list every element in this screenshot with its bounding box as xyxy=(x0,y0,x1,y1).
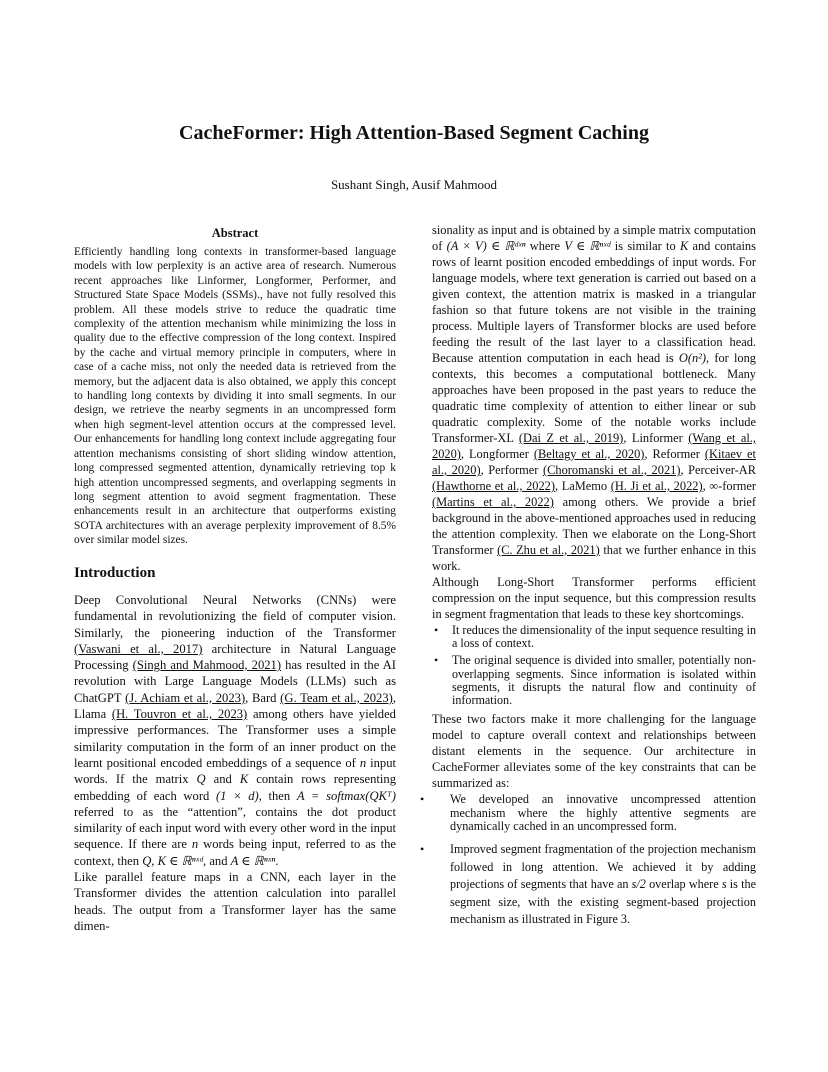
math-inline: K xyxy=(679,239,689,253)
math-inline: s/2 xyxy=(631,877,646,892)
list-item-text: overlap where xyxy=(645,877,722,892)
body-text: , LaMemo xyxy=(555,479,611,493)
abstract-body: Efficiently handling long contexts in transformer-based language models with low perplexity is an active area of research. Numerous recent approaches like Linformer, Longformer, Performer, and Structured State Space Models (SSMs)., have not fully resolved this problem. All these models strive to reduce the quadratic time complexity of the attention mechanism while minimizing the loss in quality due to the effective compression of the long context. Inspired by the cache and virtual memory principle in computers, where in case of a cache miss, not only the needed data is retrieved from the memory, but the adjacent data is also obtained, we apply this concept to handling long contexts by dividing it into small segments. In our design, we retrieve the nearby segments in an uncompressed form when high segment-level attention occurs at the compressed level. Our enhancements for handling long context include aggregating four attention mechanisms consisting of short sliding window attention, long compressed segmented attention, dynamically retrieving top k high attention uncompressed segments, and overlapping segments in long segment attention to avoid segment fragmentation. These enhancements result in an architecture that outperforms existing SOTA architectures with an average perplexity improvement of 8.5% over similar model sizes. xyxy=(74,246,396,547)
citation-link[interactable]: (Singh and Mahmood, 2021) xyxy=(132,658,282,673)
intro-text: . xyxy=(275,853,279,868)
body-text: among others. We provide a brief background in the above-mentioned approaches used in reducing the attention complexity. Then we elaborate on the Long-Short Transformer xyxy=(432,495,757,557)
body-text: , Reformer xyxy=(644,447,705,461)
body-text: where xyxy=(525,239,565,253)
list-item xyxy=(432,624,756,650)
body-text: that we further enhance in this work. xyxy=(432,543,757,573)
right-paragraph-1 xyxy=(432,222,756,574)
list-item-text: is the segment size, with the existing segment-based projection mechanism as illustrated in Figure 3. xyxy=(450,877,756,927)
math-inline: (1 × d) xyxy=(215,788,259,803)
math-inline: Q, K ∈ ℝⁿˣᵈ xyxy=(142,853,204,868)
math-inline: A ∈ ℝⁿˣⁿ xyxy=(230,853,276,868)
intro-text: architecture in Natural Language Processing xyxy=(74,641,396,673)
math-inline: K xyxy=(239,772,249,787)
citation-link[interactable]: (Martins et al., 2022) xyxy=(432,495,554,509)
intro-text: Deep Convolutional Neural Networks (CNNs) were fundamental in revolutionizing the field of computer vision. Similarly, the pioneering induction of the Transformer xyxy=(74,593,396,640)
list-item xyxy=(432,654,756,707)
math-inline: V ∈ ℝⁿˣᵈ xyxy=(564,239,611,253)
body-text: , Performer xyxy=(480,463,543,477)
citation-link[interactable]: (J. Achiam et al., 2023) xyxy=(125,690,246,705)
list-item-text: We developed an innovative uncompressed attention mechanism where the highly attentive segments are dynamically cached in an uncompressed form. xyxy=(450,792,756,834)
list-item-text: Improved segment fragmentation of the projection mechanism followed in long attention. We achieved it by adding projections of segments that have an xyxy=(450,842,756,892)
contributions-list xyxy=(420,793,756,928)
citation-link[interactable]: (Kitaev et al., 2020) xyxy=(432,447,756,477)
intro-text: , then xyxy=(258,788,297,803)
bullet-icon: • xyxy=(434,653,439,668)
intro-text: and xyxy=(205,772,240,787)
citation-link[interactable]: (Vaswani et al., 2017) xyxy=(74,641,203,656)
paper-authors: Sushant Singh, Ausif Mahmood xyxy=(330,177,498,192)
intro-text: , and xyxy=(203,853,231,868)
body-text: sionality as input and is obtained by a simple matrix computation of xyxy=(432,223,756,253)
intro-text: , Llama xyxy=(74,690,396,722)
citation-link[interactable]: (Wang et al., 2020) xyxy=(432,431,756,461)
body-text: is similar to xyxy=(610,239,680,253)
citation-link[interactable]: (Choromanski et al., 2021) xyxy=(542,463,681,477)
shortcomings-list xyxy=(432,624,756,707)
introduction-paragraph-2: Like parallel feature maps in a CNN, each layer in the Transformer divides the attention calculation into parallel heads. The output from a Transformer layer has the same dimen- xyxy=(74,870,396,933)
citation-link[interactable]: (C. Zhu et al., 2021) xyxy=(497,543,600,557)
bullet-icon: • xyxy=(420,792,425,807)
citation-link[interactable]: (Hawthorne et al., 2022) xyxy=(432,479,555,493)
intro-text: words being input, referred to as the context, then xyxy=(74,837,396,868)
right-paragraph-3: These two factors make it more challenging for the language model to capture overall context and relationships between distant elements in the sequence. Our architecture in CacheFormer alleviates some of the key constraints that can be summarized as: xyxy=(432,712,756,791)
body-text: , Longformer xyxy=(460,447,534,461)
math-inline: n xyxy=(359,755,367,770)
paper-title: CacheFormer: High Attention-Based Segment Caching xyxy=(179,122,649,144)
bullet-icon: • xyxy=(420,842,425,857)
body-text: , Perceiver-AR xyxy=(680,463,756,477)
right-paragraph-2: Although Long-Short Transformer performs efficient compression on the input sequence, but this compression results in segment fragmentation that leads to these key shortcomings. xyxy=(432,575,756,621)
body-text: , ∞-former xyxy=(702,479,756,493)
citation-link[interactable]: (Beltagy et al., 2020) xyxy=(533,447,645,461)
intro-text: , Bard xyxy=(245,690,281,705)
math-inline: A = softmax(QKᵀ) xyxy=(296,788,396,803)
abstract-heading: Abstract xyxy=(211,226,259,240)
math-inline: Q xyxy=(196,772,206,787)
body-text: and contains rows of learnt position encoded embeddings of input words. For language models, where text generation is carried out based on a given context, the attention matrix is masked in a triangular fashion so that future tokens are not visible in the training process. Multiple layers of Transformer blocks are used before feeding the result of the last layer to a classification head. Because attention computation in each head is xyxy=(432,239,756,365)
intro-text: input words. If the matrix xyxy=(74,755,396,787)
body-text: , for long contexts, this becomes a computational bottleneck. Many approaches have been proposed in the past years to reduce the quadratic time complexity of attention to either linear or sub quadratic complexity. Some of the notable works include Transformer-XL xyxy=(432,351,756,445)
intro-text: has resulted in the AI revolution with Large Language Models (LLMs) such as ChatGPT xyxy=(74,658,396,705)
citation-link[interactable]: (G. Team et al., 2023) xyxy=(280,690,393,705)
introduction-paragraph-1 xyxy=(74,592,396,869)
body-text: , Linformer xyxy=(623,431,689,445)
intro-text: contain rows representing embedding of each word xyxy=(74,772,396,803)
intro-text: among others have yielded impressive performances. The Transformer uses a simple similarity computation in the form of an inner product on the learnt positional encoded embeddings of a sequence of xyxy=(74,707,396,770)
intro-text: referred to as the “attention”, contains the dot product similarity of each input word with every other word in the input sequence. If there are xyxy=(74,804,396,852)
list-item-text: It reduces the dimensionality of the input sequence resulting in a loss of context. xyxy=(452,623,756,651)
bullet-icon: • xyxy=(434,623,439,637)
left-column xyxy=(74,226,396,548)
citation-link[interactable]: (H. Ji et al., 2022) xyxy=(610,479,703,493)
math-inline: O(n²) xyxy=(678,351,707,365)
introduction-section xyxy=(74,565,396,934)
math-inline: n xyxy=(191,837,199,852)
math-inline: s xyxy=(721,877,727,892)
list-item xyxy=(420,841,756,928)
citation-link[interactable]: (H. Touvron et al., 2023) xyxy=(111,707,248,722)
math-inline: (A × V) ∈ ℝᵈˣⁿ xyxy=(446,239,526,253)
introduction-heading: Introduction xyxy=(74,565,156,581)
citation-link[interactable]: (Dai Z et al., 2019) xyxy=(518,431,624,445)
list-item xyxy=(420,793,756,833)
list-item-text: The original sequence is divided into smaller, potentially non-overlapping segments. Since information is isolated within segments, it disrupts the natural flow and continuity of information. xyxy=(452,653,756,708)
right-column xyxy=(420,222,757,936)
